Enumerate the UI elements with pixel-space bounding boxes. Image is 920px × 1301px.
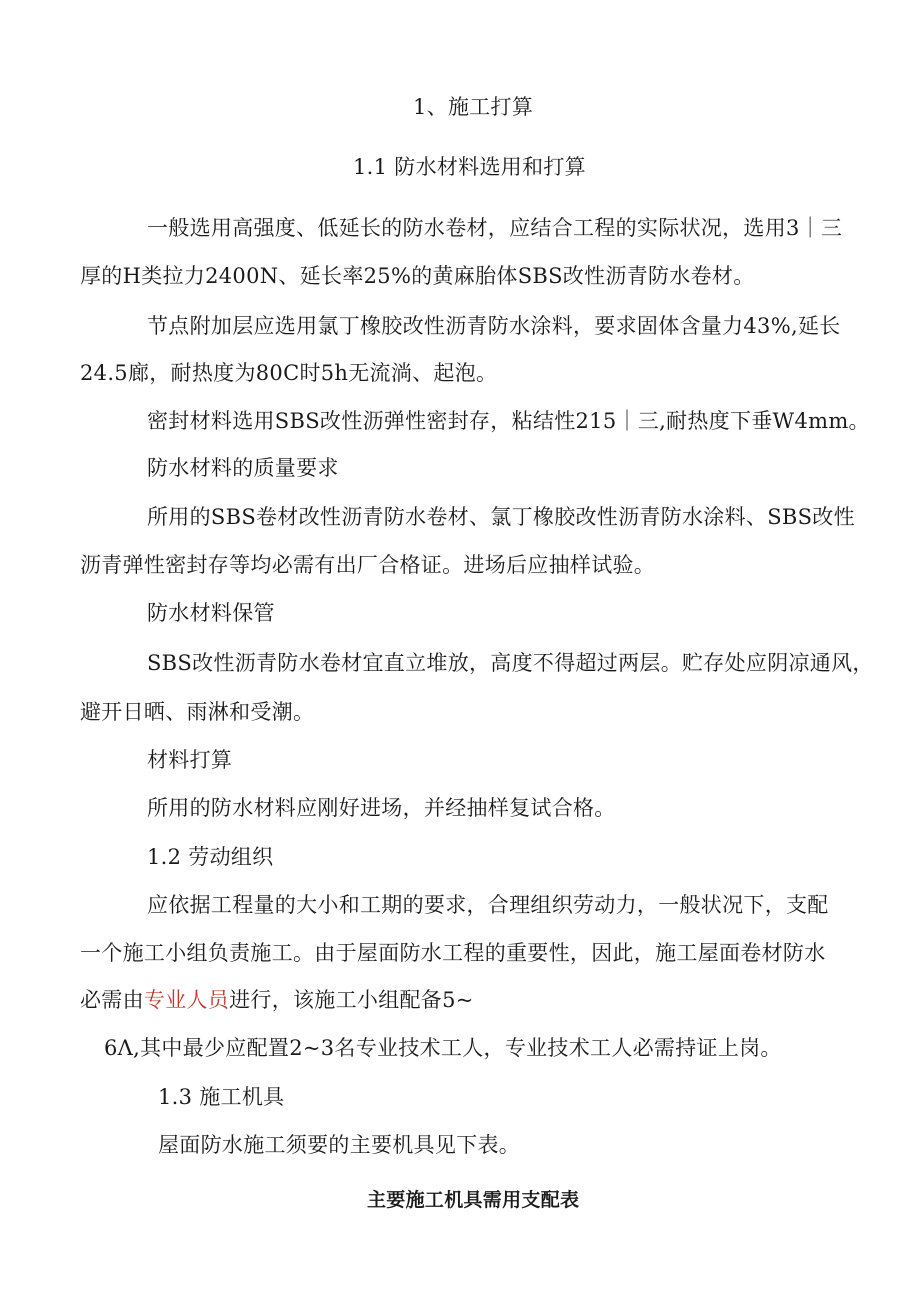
table-caption: 主要施工机具需用支配表 xyxy=(367,1189,580,1211)
paragraph-7-line-1: 应依据工程量的大小和工期的要求，合理组织劳动力，一般状况下，支配 xyxy=(147,893,829,917)
paragraph-5-line-2: 避开日晒、雨淋和受潮。 xyxy=(80,700,315,724)
heading-1-3: 1.3 施工机具 xyxy=(158,1085,285,1109)
subheading-storage: 防水材料保管 xyxy=(147,601,275,625)
paragraph-7-line-3 xyxy=(80,985,474,1015)
paragraph-1-line-1: 一般选用高强度、低延长的防水卷材，应结合工程的实际状况，选用3｜三 xyxy=(147,216,843,240)
paragraph-5-line-1: SBS改性沥青防水卷材宜直立堆放，高度不得超过两层。贮存处应阴凉通风， xyxy=(147,651,874,675)
paragraph-2-line-2: 24.5廊，耐热度为80C时5h无流淌、起泡。 xyxy=(80,361,498,385)
paragraph-8: 屋面防水施工须要的主要机具见下表。 xyxy=(158,1133,521,1157)
subheading-quality: 防水材料的质量要求 xyxy=(147,456,339,480)
paragraph-7-line-2: 一个施工小组负责施工。由于屋面防水工程的重要性，因此，施工屋面卷材防水 xyxy=(80,941,826,965)
heading-1: 1、施工打算 xyxy=(413,95,534,119)
heading-1-1: 1.1 防水材料选用和打算 xyxy=(353,155,586,179)
paragraph-7-line-4: 6Λ,其中最少应配置2~3名专业技术工人，专业技术工人必需持证上岗。 xyxy=(104,1036,782,1060)
paragraph-1-line-2: 厚的H类拉力2400N、延长率25%的黄麻胎体SBS改性沥青防水卷材。 xyxy=(80,264,755,288)
paragraph-2-line-1: 节点附加层应选用氯丁橡胶改性沥青防水涂料，要求固体含量力43%,延长 xyxy=(147,314,841,338)
paragraph-6: 所用的防水材料应刚好进场，并经抽样复试合格。 xyxy=(147,796,616,820)
paragraph-3: 密封材料选用SBS改性沥弹性密封存，粘结性215｜三,耐热度下垂W4mm。 xyxy=(147,409,870,433)
highlighted-term: 专业人员 xyxy=(143,988,230,1012)
paragraph-7-line-3-start: 必需由 xyxy=(80,988,144,1012)
paragraph-4-line-1: 所用的SBS卷材改性沥青防水卷材、氯丁橡胶改性沥青防水涂料、SBS改性 xyxy=(147,505,855,529)
heading-1-2: 1.2 劳动组织 xyxy=(147,845,274,869)
paragraph-7-line-3-end: 进行，该施工小组配备5~ xyxy=(229,988,474,1012)
paragraph-4-line-2: 沥青弹性密封存等均必需有出厂合格证。进场后应抽样试验。 xyxy=(80,553,656,577)
subheading-prepare: 材料打算 xyxy=(147,748,233,772)
